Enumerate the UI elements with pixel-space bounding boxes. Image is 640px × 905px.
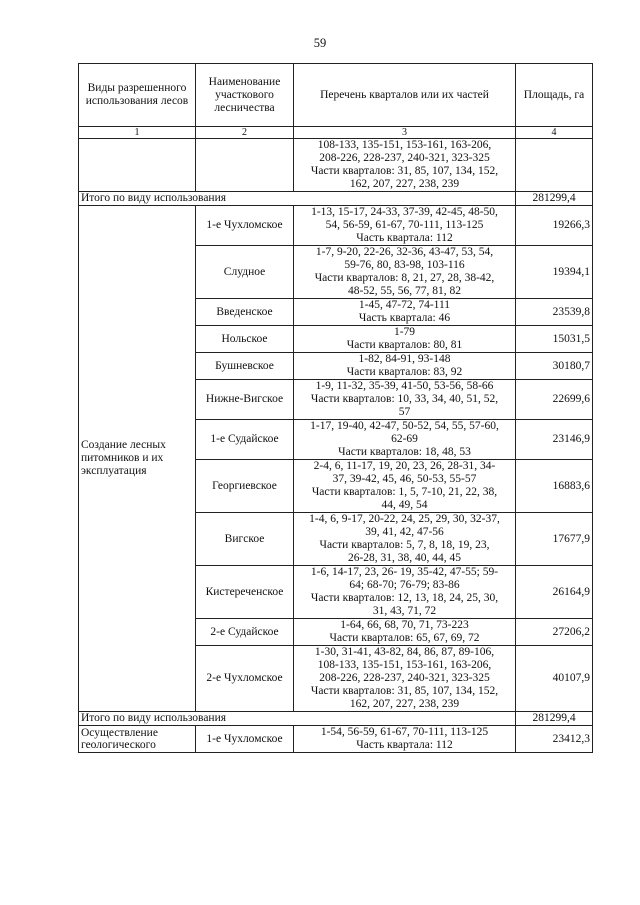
quarters-line: 59-76, 80, 83-98, 103-116	[344, 259, 465, 271]
area-cell	[516, 139, 593, 192]
area-cell: 40107,9	[516, 646, 593, 712]
column-number: 4	[516, 127, 593, 139]
quarters-line: Часть квартала: 46	[358, 312, 451, 324]
forestry-cell: 1-е Чухломское	[196, 206, 294, 246]
total-value: 281299,4	[516, 712, 593, 726]
column-number: 3	[294, 127, 516, 139]
quarters-line: 39, 41, 42, 47-56	[365, 526, 444, 538]
forestry-cell	[196, 139, 294, 192]
forestry-cell: 2-е Чухломское	[196, 646, 294, 712]
forestry-cell: Введенское	[196, 299, 294, 326]
forestry-cell: 1-е Чухломское	[196, 726, 294, 753]
quarters-cell	[294, 726, 516, 753]
page-number: 59	[313, 36, 327, 50]
quarters-line: Части кварталов: 18, 48, 53	[338, 446, 471, 458]
quarters-line: 26-28, 31, 38, 40, 44, 45	[347, 552, 462, 564]
quarters-line: 57	[398, 406, 411, 418]
column-number: 2	[196, 127, 294, 139]
quarters-cell	[294, 380, 516, 420]
total-row	[79, 192, 593, 206]
quarters-cell	[294, 206, 516, 246]
use-type-cell	[79, 139, 196, 192]
header-forestry-name: Наименование участкового лесничества	[196, 64, 294, 127]
quarters-cell	[294, 326, 516, 353]
quarters-cell	[294, 299, 516, 326]
use-type-cell	[79, 726, 196, 753]
area-cell: 26164,9	[516, 566, 593, 619]
quarters-line: 2-4, 6, 11-17, 19, 20, 23, 26, 28-31, 34-	[313, 460, 496, 472]
quarters-line: Часть квартала: 112	[356, 739, 453, 751]
total-label: Итого по виду использования	[79, 192, 516, 206]
quarters-cell	[294, 353, 516, 380]
quarters-line: 1-9, 11-32, 35-39, 41-50, 53-56, 58-66	[315, 380, 494, 392]
quarters-line: 108-133, 135-151, 153-161, 163-206,	[317, 659, 492, 671]
quarters-line: 1-13, 15-17, 24-33, 37-39, 42-45, 48-50,	[311, 206, 498, 218]
quarters-cell	[294, 619, 516, 646]
area-cell: 23539,8	[516, 299, 593, 326]
use-type-line: геологического	[81, 739, 156, 751]
quarters-cell	[294, 139, 516, 192]
quarters-cell	[294, 246, 516, 299]
quarters-cell	[294, 513, 516, 566]
quarters-line: Часть квартала: 112	[356, 232, 453, 244]
quarters-line: 162, 207, 227, 238, 239	[349, 698, 460, 710]
area-cell: 17677,9	[516, 513, 593, 566]
area-cell: 16883,6	[516, 460, 593, 513]
quarters-line: 31, 43, 71, 72	[372, 605, 437, 617]
quarters-cell	[294, 566, 516, 619]
quarters-line: 208-226, 228-237, 240-321, 323-325	[319, 152, 490, 164]
quarters-line: 64; 68-70; 76-79; 83-86	[349, 579, 460, 591]
forestry-cell: Кистереченское	[196, 566, 294, 619]
quarters-line: 48-52, 55, 56, 77, 81, 82	[347, 285, 462, 297]
quarters-line: 1-30, 31-41, 43-82, 84, 86, 87, 89-106,	[314, 646, 495, 658]
quarters-line: 1-6, 14-17, 23, 26- 19, 35-42, 47-55; 59-	[310, 566, 499, 578]
area-cell: 15031,5	[516, 326, 593, 353]
header-row	[79, 64, 593, 127]
quarters-line: 44, 49, 54	[381, 499, 428, 511]
quarters-line: Части кварталов: 65, 67, 69, 72	[329, 632, 480, 644]
quarters-line: 62-69	[391, 433, 418, 445]
quarters-line: 37, 39-42, 45, 46, 50-53, 55-57	[332, 473, 477, 485]
quarters-line: 1-54, 56-59, 61-67, 70-111, 113-125	[320, 726, 489, 738]
quarters-line: Части кварталов: 1, 5, 7-10, 21, 22, 38,	[311, 486, 498, 498]
quarters-line: 1-4, 6, 9-17, 20-22, 24, 25, 29, 30, 32-37,	[309, 513, 500, 525]
area-cell: 30180,7	[516, 353, 593, 380]
area-cell: 23146,9	[516, 420, 593, 460]
quarters-cell	[294, 420, 516, 460]
column-number-row	[79, 127, 593, 139]
area-cell: 22699,6	[516, 380, 593, 420]
quarters-line: 162, 207, 227, 238, 239	[349, 178, 460, 190]
table-row-continuation	[79, 139, 593, 192]
forestry-cell: Нижне-Вигское	[196, 380, 294, 420]
total-row	[79, 712, 593, 726]
forestry-cell: 2-е Судайское	[196, 619, 294, 646]
quarters-line: Части кварталов: 5, 7, 8, 18, 19, 23,	[319, 539, 490, 551]
area-cell: 23412,3	[516, 726, 593, 753]
quarters-line: Части кварталов: 31, 85, 107, 134, 152,	[310, 685, 499, 697]
quarters-line: 1-79	[393, 326, 416, 338]
quarters-line: Части кварталов: 10, 33, 34, 40, 51, 52,	[310, 393, 499, 405]
forestry-cell: Вигское	[196, 513, 294, 566]
area-cell: 27206,2	[516, 619, 593, 646]
area-cell: 19394,1	[516, 246, 593, 299]
quarters-line: 208-226, 228-237, 240-321, 323-325	[319, 672, 490, 684]
quarters-line: 1-7, 9-20, 22-26, 32-36, 43-47, 53, 54,	[315, 246, 494, 258]
quarters-line: 1-82, 84-91, 93-148	[358, 353, 451, 365]
column-number: 1	[79, 127, 196, 139]
total-value: 281299,4	[516, 192, 593, 206]
forestry-cell: 1-е Судайское	[196, 420, 294, 460]
quarters-line: Части кварталов: 12, 13, 18, 24, 25, 30,	[310, 592, 499, 604]
quarters-cell	[294, 460, 516, 513]
quarters-line: 1-45, 47-72, 74-111	[358, 299, 451, 311]
forestry-cell: Бушневское	[196, 353, 294, 380]
forest-use-table	[78, 63, 593, 753]
quarters-line: 1-17, 19-40, 42-47, 50-52, 54, 55, 57-60,	[310, 420, 499, 432]
quarters-line: Части кварталов: 80, 81	[346, 339, 463, 351]
quarters-line: 54, 56-59, 61-67, 70-111, 113-125	[325, 219, 484, 231]
header-area: Площадь, га	[516, 64, 593, 127]
header-use-type: Виды разрешенного использования лесов	[79, 64, 196, 127]
total-label: Итого по виду использования	[79, 712, 516, 726]
table-row-geological	[79, 726, 593, 753]
quarters-line: Части кварталов: 8, 21, 27, 28, 38-42,	[314, 272, 495, 284]
quarters-line: Части кварталов: 31, 85, 107, 134, 152,	[310, 165, 499, 177]
forestry-cell: Слудное	[196, 246, 294, 299]
quarters-line: 1-64, 66, 68, 70, 71, 73-223	[340, 619, 469, 631]
quarters-cell	[294, 646, 516, 712]
table-row	[79, 206, 593, 246]
quarters-line: Части кварталов: 83, 92	[346, 366, 463, 378]
quarters-line: 108-133, 135-151, 153-161, 163-206,	[317, 139, 492, 151]
use-type-cell: Создание лесных питомников и их эксплуатация	[79, 206, 196, 712]
use-type-line: Осуществление	[81, 727, 158, 739]
area-cell: 19266,3	[516, 206, 593, 246]
forestry-cell: Георгиевское	[196, 460, 294, 513]
forestry-cell: Нольское	[196, 326, 294, 353]
header-quarters-list: Перечень кварталов или их частей	[294, 64, 516, 127]
